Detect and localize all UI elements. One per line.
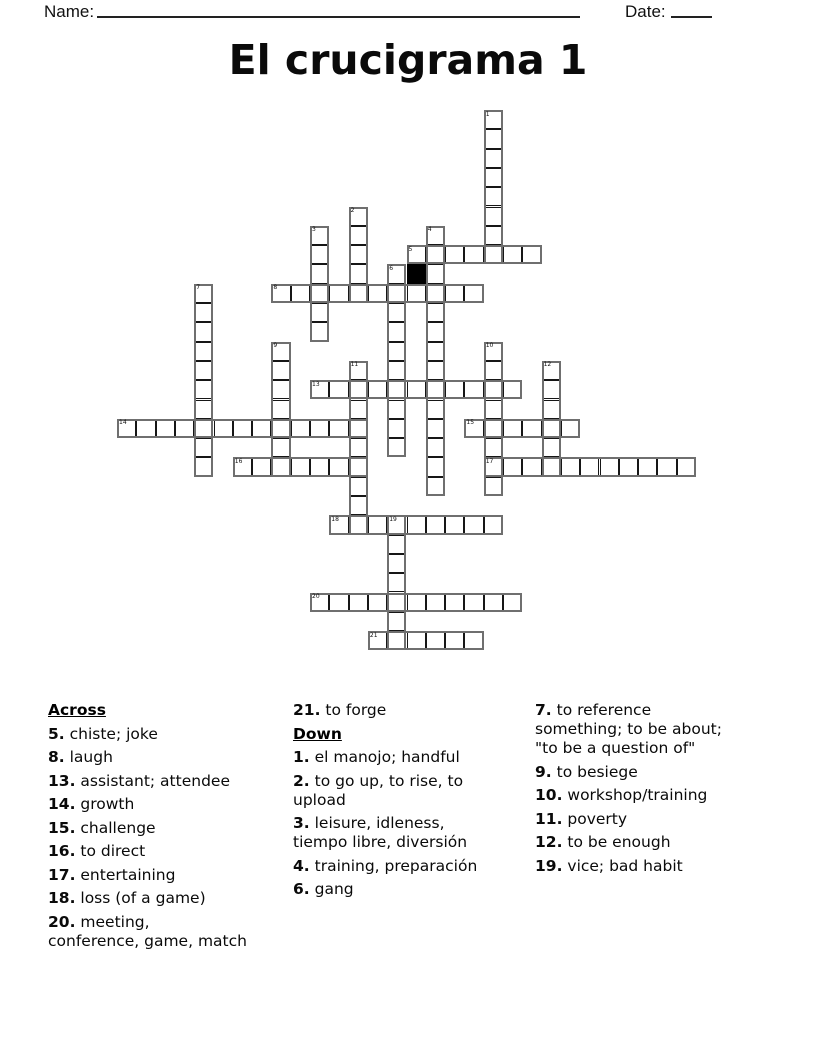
- crossword-cell[interactable]: [600, 457, 619, 476]
- crossword-cell[interactable]: [194, 361, 213, 380]
- clue-number: 3: [312, 226, 316, 234]
- clue-number-label: 21.: [293, 701, 321, 719]
- clue-item: [48, 748, 247, 767]
- crossword-cell[interactable]: [657, 457, 676, 476]
- crossword-cell[interactable]: [580, 457, 599, 476]
- clue-number-label: 13.: [48, 771, 76, 790]
- crossword-cell[interactable]: [194, 400, 213, 419]
- crossword-cell[interactable]: [638, 457, 657, 476]
- clue-item: [48, 772, 247, 791]
- clue-text-line: 20. meeting,: [48, 912, 150, 931]
- clue-text-line: 17. entertaining: [48, 865, 176, 884]
- crossword-cell[interactable]: [484, 419, 503, 438]
- crossword-cell[interactable]: [484, 477, 503, 496]
- clue-number-label: 10.: [535, 786, 563, 804]
- clue-number-label: 4.: [293, 856, 310, 875]
- crossword-cell[interactable]: [349, 380, 368, 399]
- clue-number-label: 2.: [293, 771, 310, 790]
- clue-text-line: 21. to forge: [293, 701, 387, 719]
- crossword-cell[interactable]: [329, 419, 348, 438]
- clue-text-line: 15. challenge: [48, 818, 156, 837]
- clue-text-line: conference, game, match: [48, 931, 247, 950]
- crossword-cell[interactable]: [522, 245, 541, 264]
- crossword-cell[interactable]: [349, 438, 368, 457]
- crossword-cell[interactable]: [407, 245, 426, 264]
- crossword-cell[interactable]: [368, 515, 387, 534]
- crossword-cell[interactable]: [464, 284, 483, 303]
- crossword-cell[interactable]: [329, 380, 348, 399]
- crossword-cell[interactable]: [407, 593, 426, 612]
- crossword-cell[interactable]: [522, 419, 541, 438]
- crossword-cell[interactable]: [156, 419, 175, 438]
- crossword-cell[interactable]: [349, 477, 368, 496]
- crossword-cell[interactable]: [407, 380, 426, 399]
- clue-number: 2: [350, 207, 355, 214]
- crossword-cell[interactable]: [484, 380, 503, 399]
- crossword-cell[interactable]: [426, 438, 445, 457]
- clue-text-line: 18. loss (of a game): [48, 889, 206, 907]
- crossword-cell[interactable]: [349, 593, 368, 612]
- crossword-cell[interactable]: [291, 457, 310, 476]
- crossword-cell[interactable]: [271, 400, 290, 419]
- clue-number-label: 15.: [48, 818, 76, 837]
- crossword-cell[interactable]: [677, 457, 696, 476]
- clue-number: 13: [312, 380, 320, 388]
- crossword-cell[interactable]: [426, 515, 445, 534]
- clue-text-line: 7. to reference: [535, 701, 652, 719]
- clue-text-line: 19. vice; bad habit: [535, 856, 683, 875]
- crossword-cell[interactable]: [387, 438, 406, 457]
- clue-item: [535, 810, 722, 829]
- crossword-cell[interactable]: [368, 284, 387, 303]
- crossword-cell[interactable]: [310, 284, 329, 303]
- crossword-cell[interactable]: [387, 322, 406, 341]
- crossword-cell[interactable]: [542, 438, 561, 457]
- crossword-cell[interactable]: [387, 612, 406, 631]
- clue-item: [535, 763, 722, 782]
- crossword-cell[interactable]: [194, 284, 213, 303]
- crossword-cell[interactable]: [426, 419, 445, 438]
- crossword-cell[interactable]: [426, 342, 445, 361]
- crossword-cell[interactable]: [310, 226, 329, 245]
- clue-number: 16: [234, 457, 243, 465]
- crossword-cell[interactable]: [542, 457, 561, 476]
- crossword-cell[interactable]: [136, 419, 155, 438]
- crossword-cell[interactable]: [194, 419, 213, 438]
- crossword-cell[interactable]: [291, 284, 310, 303]
- clue-item: [48, 866, 247, 885]
- crossword-cell[interactable]: [368, 593, 387, 612]
- clue-text-line: 10. workshop/training: [535, 786, 708, 804]
- crossword-cell[interactable]: [368, 380, 387, 399]
- clue-number: 19: [389, 515, 397, 523]
- crossword-cell[interactable]: [426, 361, 445, 380]
- clue-column: [535, 701, 722, 880]
- crossword-cell[interactable]: [271, 457, 290, 476]
- clue-number: 9: [273, 342, 278, 350]
- crossword-cell[interactable]: [310, 419, 329, 438]
- clue-number-label: 7.: [535, 701, 552, 719]
- crossword-cell[interactable]: [252, 419, 271, 438]
- crossword-cell[interactable]: [426, 245, 445, 264]
- crossword-cell[interactable]: [445, 284, 464, 303]
- clue-text-line: 12. to be enough: [535, 833, 671, 851]
- crossword-cell[interactable]: [194, 457, 213, 476]
- crossword-cell[interactable]: [426, 264, 445, 283]
- crossword-cell[interactable]: [194, 380, 213, 399]
- crossword-cell[interactable]: [503, 419, 522, 438]
- clue-number: 21: [369, 631, 378, 639]
- crossword-cell[interactable]: [387, 593, 406, 612]
- clue-number-label: 18.: [48, 889, 76, 907]
- crossword-cell[interactable]: [464, 245, 483, 264]
- crossword-cell[interactable]: [503, 380, 522, 399]
- crossword-cell[interactable]: [387, 573, 406, 592]
- clue-item: [48, 819, 247, 838]
- crossword-cell[interactable]: [349, 496, 368, 515]
- clue-item: [535, 786, 722, 805]
- crossword-cell[interactable]: [349, 400, 368, 419]
- clue-text-line: 4. training, preparación: [293, 856, 478, 875]
- crossword-cell[interactable]: [407, 631, 426, 650]
- crossword-cell[interactable]: [426, 380, 445, 399]
- clue-item: [48, 795, 247, 814]
- clue-item: [293, 880, 477, 899]
- crossword-cell[interactable]: [214, 419, 233, 438]
- clue-text-line: 5. chiste; joke: [48, 724, 158, 743]
- crossword-cell[interactable]: [464, 380, 483, 399]
- clue-item: [535, 857, 722, 876]
- crossword-cell[interactable]: [426, 400, 445, 419]
- clue-number: 15: [466, 419, 475, 427]
- clue-number-label: 19.: [535, 856, 563, 875]
- crossword-cell[interactable]: [349, 515, 368, 534]
- crossword-cell[interactable]: [349, 284, 368, 303]
- crossword-cell[interactable]: [484, 593, 503, 612]
- clue-number-label: 1.: [293, 748, 310, 766]
- crossword-cell[interactable]: [503, 245, 522, 264]
- clue-number-label: 14.: [48, 795, 76, 813]
- crossword-cell[interactable]: [484, 149, 503, 168]
- crossword-cell[interactable]: [291, 419, 310, 438]
- clue-text-line: 14. growth: [48, 795, 135, 813]
- clue-number-label: 16.: [48, 842, 76, 860]
- clue-number: 8: [273, 284, 278, 292]
- clue-number-label: 5.: [48, 724, 65, 743]
- crossword-cell[interactable]: [349, 361, 368, 380]
- crossword-cell[interactable]: [387, 303, 406, 322]
- crossword-cell[interactable]: [503, 593, 522, 612]
- clue-number-label: 3.: [293, 814, 310, 832]
- crossword-cell[interactable]: [175, 419, 194, 438]
- crossword-cell[interactable]: [464, 631, 483, 650]
- crossword-cell[interactable]: [464, 419, 483, 438]
- crossword-cell[interactable]: [542, 419, 561, 438]
- clue-number: 18: [331, 515, 339, 523]
- clue-item: [48, 842, 247, 861]
- crossword-cell[interactable]: [426, 284, 445, 303]
- crossword-cell[interactable]: [407, 284, 426, 303]
- crossword-cell[interactable]: [387, 554, 406, 573]
- crossword-cell[interactable]: [349, 226, 368, 245]
- crossword-cell[interactable]: [271, 380, 290, 399]
- crossword-cell[interactable]: [542, 380, 561, 399]
- crossword-cell[interactable]: [484, 457, 503, 476]
- crossword-cell[interactable]: [271, 361, 290, 380]
- crossword-cell[interactable]: [426, 477, 445, 496]
- crossword-cell[interactable]: [464, 515, 483, 534]
- clue-number: 10: [485, 342, 494, 350]
- clue-item: [293, 772, 477, 810]
- crossword-cell[interactable]: [426, 457, 445, 476]
- clue-number: 20: [312, 593, 320, 600]
- crossword-cell[interactable]: [271, 438, 290, 457]
- crossword-cell[interactable]: [194, 342, 213, 361]
- crossword-cell[interactable]: [387, 361, 406, 380]
- crossword-cell[interactable]: [464, 593, 483, 612]
- clue-text-line: 6. gang: [293, 880, 354, 898]
- crossword-cell[interactable]: [349, 245, 368, 264]
- crossword-cell[interactable]: [117, 419, 136, 438]
- crossword-cell[interactable]: [310, 245, 329, 264]
- clue-text-line: 9. to besiege: [535, 762, 638, 781]
- clue-column: [48, 701, 247, 955]
- crossword-cell[interactable]: [484, 168, 503, 187]
- crossword-cell[interactable]: [484, 515, 503, 534]
- crossword-cell[interactable]: [387, 515, 406, 534]
- crossword-cell[interactable]: [387, 631, 406, 650]
- clue-number: 1: [485, 110, 490, 118]
- crossword-cell[interactable]: [194, 303, 213, 322]
- crossword-cell[interactable]: [387, 535, 406, 554]
- crossword-cell[interactable]: [561, 419, 580, 438]
- crossword-cell[interactable]: [252, 457, 271, 476]
- crossword-cell[interactable]: [445, 631, 464, 650]
- clue-item: [48, 725, 247, 744]
- crossword-cell[interactable]: [407, 515, 426, 534]
- clue-section-header: Down: [293, 724, 342, 743]
- blocked-cell: [407, 264, 426, 283]
- crossword-cell[interactable]: [310, 593, 329, 612]
- crossword-cell[interactable]: [271, 419, 290, 438]
- clue-item: [48, 889, 247, 908]
- clue-text-line: 2. to go up, to rise, to: [293, 771, 464, 790]
- clue-item: [293, 857, 477, 876]
- clue-item: [535, 701, 722, 758]
- crossword-cell[interactable]: [484, 361, 503, 380]
- clue-number: 7: [196, 284, 201, 292]
- crossword-cell[interactable]: [387, 264, 406, 283]
- crossword-cell[interactable]: [194, 322, 213, 341]
- crossword-cell[interactable]: [561, 457, 580, 476]
- clue-number: 11: [350, 361, 359, 369]
- crossword-cell[interactable]: [271, 342, 290, 361]
- crossword-cell[interactable]: [233, 457, 252, 476]
- crossword-cell[interactable]: [426, 303, 445, 322]
- clue-section-header: Across: [48, 701, 106, 719]
- clue-item: [48, 913, 247, 951]
- clue-text-line: 3. leisure, idleness,: [293, 814, 445, 832]
- crossword-cell[interactable]: [445, 245, 464, 264]
- crossword-cell[interactable]: [484, 400, 503, 419]
- clue-number-label: 11.: [535, 809, 563, 828]
- crossword-cell[interactable]: [426, 631, 445, 650]
- crossword-cell[interactable]: [349, 207, 368, 226]
- crossword-cell[interactable]: [426, 593, 445, 612]
- clue-text-line: upload: [293, 790, 346, 809]
- clue-number-label: 20.: [48, 912, 76, 931]
- clue-item: [535, 833, 722, 852]
- clue-text-line: tiempo libre, diversión: [293, 833, 468, 851]
- crossword-cell[interactable]: [445, 380, 464, 399]
- crossword-cell[interactable]: [310, 380, 329, 399]
- crossword-cell[interactable]: [619, 457, 638, 476]
- crossword-cell[interactable]: [387, 419, 406, 438]
- crossword-cell[interactable]: [329, 593, 348, 612]
- name-label: Name:: [44, 2, 95, 21]
- clue-text-line: 16. to direct: [48, 842, 146, 860]
- clue-item: [293, 701, 477, 720]
- clue-number: 5: [408, 245, 413, 253]
- clue-number: 6: [389, 264, 394, 272]
- crossword-cell[interactable]: [387, 284, 406, 303]
- crossword-cell[interactable]: [426, 322, 445, 341]
- clue-number: 4: [427, 226, 432, 234]
- crossword-cell[interactable]: [445, 515, 464, 534]
- crossword-cell[interactable]: [484, 245, 503, 264]
- crossword-cell[interactable]: [271, 284, 290, 303]
- crossword-cell[interactable]: [522, 457, 541, 476]
- crossword-cell[interactable]: [310, 457, 329, 476]
- crossword-cell[interactable]: [310, 303, 329, 322]
- clue-text-line: 8. laugh: [48, 748, 113, 766]
- clue-item: [293, 748, 477, 767]
- clue-item: [293, 814, 477, 852]
- crossword-cell[interactable]: [329, 457, 348, 476]
- clue-number: 14: [119, 419, 127, 427]
- clue-text-line: 11. poverty: [535, 809, 628, 828]
- clue-text-line: 13. assistant; attendee: [48, 771, 230, 790]
- clue-number: 17: [485, 457, 494, 465]
- date-label: Date:: [625, 2, 666, 21]
- clue-text-line: "to be a question of": [535, 739, 696, 757]
- crossword-cell[interactable]: [349, 264, 368, 283]
- page-title: El crucigrama 1: [228, 36, 588, 84]
- clue-text-line: something; to be about;: [535, 720, 722, 738]
- clue-column: [293, 701, 477, 904]
- crossword-cell[interactable]: [329, 284, 348, 303]
- crossword-cell[interactable]: [445, 593, 464, 612]
- clue-number-label: 9.: [535, 762, 552, 781]
- crossword-cell[interactable]: [484, 110, 503, 129]
- crossword-cell[interactable]: [542, 361, 561, 380]
- crossword-cell[interactable]: [349, 457, 368, 476]
- crossword-cell[interactable]: [329, 515, 348, 534]
- crossword-cell[interactable]: [368, 631, 387, 650]
- clue-number-label: 8.: [48, 748, 65, 766]
- crossword-cell[interactable]: [310, 322, 329, 341]
- crossword-cell[interactable]: [349, 419, 368, 438]
- crossword-cell[interactable]: [387, 342, 406, 361]
- crossword-cell[interactable]: [484, 342, 503, 361]
- crossword-cell[interactable]: [484, 207, 503, 226]
- crossword-cell[interactable]: [194, 438, 213, 457]
- crossword-cell[interactable]: [503, 457, 522, 476]
- crossword-cell[interactable]: [233, 419, 252, 438]
- crossword-cell[interactable]: [484, 187, 503, 206]
- clue-number-label: 6.: [293, 880, 310, 898]
- clue-number-label: 12.: [535, 833, 563, 851]
- clue-text-line: 1. el manojo; handful: [293, 748, 460, 766]
- crossword-cell[interactable]: [542, 400, 561, 419]
- crossword-cell[interactable]: [387, 400, 406, 419]
- crossword-cell[interactable]: [387, 380, 406, 399]
- crossword-cell[interactable]: [484, 226, 503, 245]
- crossword-cell[interactable]: [426, 226, 445, 245]
- clue-number: 12: [543, 361, 552, 369]
- crossword-cell[interactable]: [484, 129, 503, 148]
- crossword-cell[interactable]: [484, 438, 503, 457]
- crossword-cell[interactable]: [310, 264, 329, 283]
- clue-number-label: 17.: [48, 865, 76, 884]
